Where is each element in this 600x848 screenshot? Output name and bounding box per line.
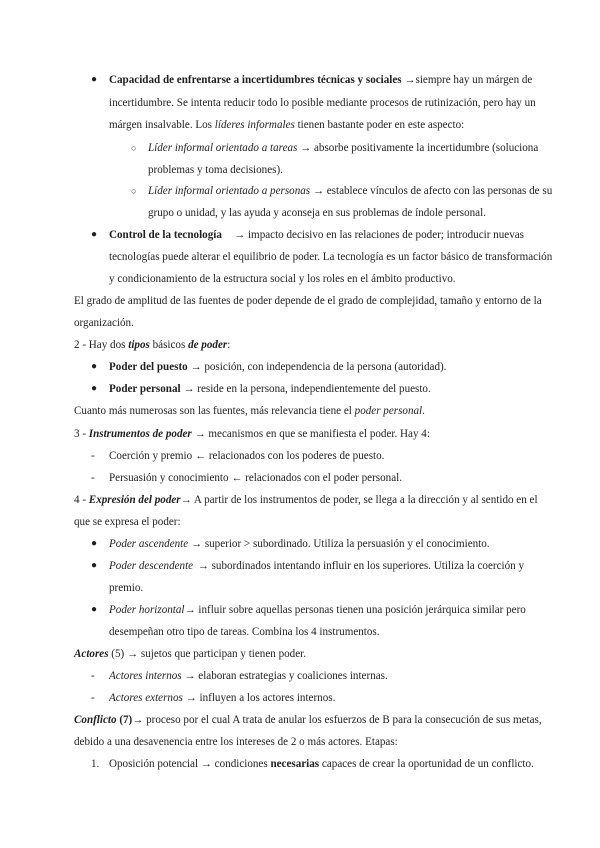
tecnologia-title: Control de la tecnología xyxy=(109,229,222,241)
capacidad-title: Capacidad de enfrentarse a incertidumbres técnicas y sociales xyxy=(109,74,402,86)
lideres-informales-term: líderes informales xyxy=(214,119,295,131)
capacidad-line-2: incertidumbre. Se intenta reducir todo lo posible mediante procesos de rutinización, pero hay un xyxy=(109,97,536,109)
poder-horizontal-line-2: desempeñan otro tipo de tareas. Combina los 4 instrumentos. xyxy=(109,626,380,638)
actores-externos-item: Actores externos → influyen a los actores internos. xyxy=(109,692,336,704)
instrumentos-heading: 3 - Instrumentos de poder → mecanismos en que se manifiesta el poder. Hay 4: xyxy=(74,428,430,440)
coercion-item: Coerción y premio ← relacionados con los poderes de puesto. xyxy=(109,450,385,462)
bullet-circle: ○ xyxy=(131,143,137,153)
capacidad-line-1: Capacidad de enfrentarse a incertidumbres técnicas y sociales → siempre hay un márgen de xyxy=(109,74,533,86)
dash-marker: - xyxy=(91,692,95,704)
bullet-dot: ● xyxy=(91,560,98,571)
amplitud-line-2: organización. xyxy=(74,317,134,329)
poder-horizontal-line-1: Poder horizontal → influir sobre aquellas personas tienen una posición jerárquica similar pero xyxy=(109,604,526,616)
amplitud-line-1: El grado de amplitud de las fuentes de poder depende de el grado de complejidad, tamaño y entorno de la xyxy=(74,295,542,307)
conflicto-line-1: Conflicto (7) → proceso por el cual A trata de anular los esfuerzos de B para la consecución de sus metas, xyxy=(74,714,542,726)
bullet-dot: ● xyxy=(91,604,98,615)
conflicto-line-2: debido a una desavenencia entre los intereses de 2 o más actores. Etapas: xyxy=(74,736,398,748)
bullet-dot: ● xyxy=(91,538,98,549)
dash-marker: - xyxy=(91,472,95,484)
dash-marker: - xyxy=(91,450,95,462)
capacidad-line-3: márgen insalvable. Los líderes informales tienen bastante poder en este aspecto: xyxy=(109,119,465,131)
bullet-dot: ● xyxy=(91,361,98,372)
expresion-heading-line-1: 4 - Expresión del poder → A partir de los instrumentos de poder, se llega a la dirección y al sentido en el xyxy=(74,494,538,506)
persuasion-item: Persuasión y conocimiento ← relacionados con el poder personal. xyxy=(109,472,402,484)
actores-internos-item: Actores internos → elaboran estrategias y coaliciones internas. xyxy=(109,670,388,682)
expresion-heading-line-2: que se expresa el poder: xyxy=(74,516,181,528)
lider-personas-line-1: Líder informal orientado a personas → establece vínculos de afecto con las personas de su xyxy=(148,185,553,197)
lider-tareas-line-1: Líder informal orientado a tareas → absorbe positivamente la incertidumbre (soluciona xyxy=(148,142,539,154)
bullet-dot: ● xyxy=(91,74,98,85)
step-number: 1. xyxy=(91,758,100,770)
tecnologia-line-2: tecnologías puede alterar el equilibrio de poder. La tecnología es un factor básico de transformación xyxy=(109,251,553,263)
poder-descendente-line-1: Poder descendente → subordinados intentando influir en los superiores. Utiliza la coerción y xyxy=(109,560,524,572)
fuentes-note: Cuanto más numerosas son las fuentes, más relevancia tiene el poder personal. xyxy=(74,405,425,417)
tecnologia-line-1: Control de la tecnología → impacto decisivo en las relaciones de poder; introducir nuevas xyxy=(109,229,524,241)
lider-tareas-line-2: problemas y toma decisiones). xyxy=(148,164,283,176)
bullet-circle: ○ xyxy=(131,186,137,196)
bullet-dot: ● xyxy=(91,383,98,394)
dash-marker: - xyxy=(91,670,95,682)
bullet-dot: ● xyxy=(91,229,98,240)
poder-descendente-line-2: premio. xyxy=(109,582,144,594)
poder-ascendente-item: Poder ascendente → superior > subordinado. Utiliza la persuasión y el conocimiento. xyxy=(109,538,490,550)
poder-puesto-item: Poder del puesto → posición, con independencia de la persona (autoridad). xyxy=(109,361,447,373)
oposicion-potencial-item: Oposición potencial → condiciones necesarias capaces de crear la oportunidad de un conflicto. xyxy=(109,758,534,770)
lider-personas-line-2: grupo o unidad, y las ayuda y aconseja en sus problemas de índole personal. xyxy=(148,207,486,219)
poder-personal-item: Poder personal → reside en la persona, independientemente del puesto. xyxy=(109,383,431,395)
tipos-heading: 2 - Hay dos tipos básicos de poder: xyxy=(74,339,231,351)
tecnologia-line-3: y condicionamiento de la estructura social y los roles en el ámbito productivo. xyxy=(109,273,456,285)
actores-heading: Actores (5) → sujetos que participan y tienen poder. xyxy=(74,648,307,660)
